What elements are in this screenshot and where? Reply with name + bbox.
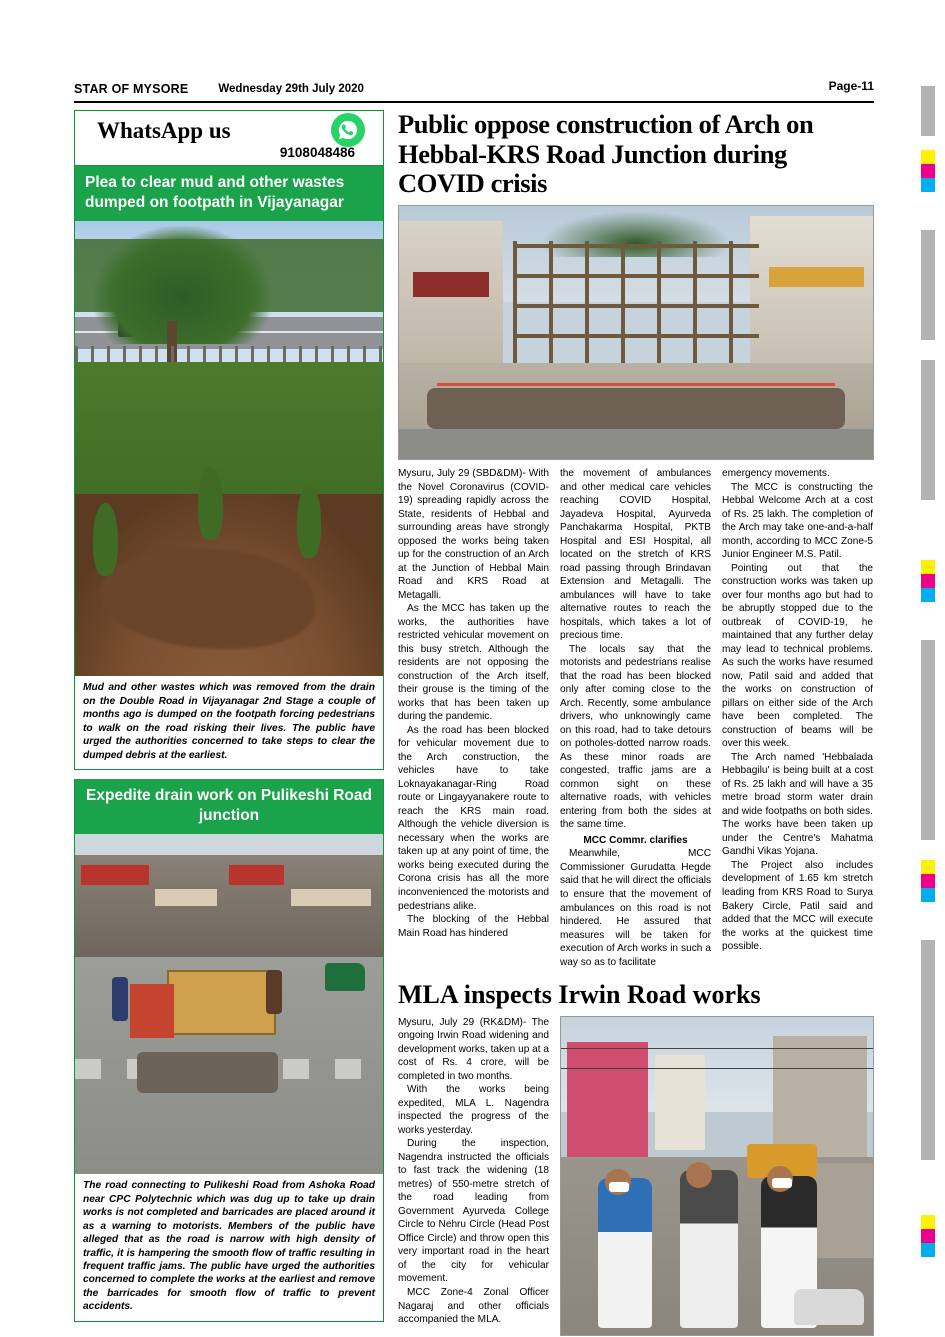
left-story1-headline: Plea to clear mud and other wastes dumped on footpath in Vijayanagar xyxy=(74,166,384,221)
main-story-column-2 xyxy=(560,467,711,969)
paragraph: emergency movements. xyxy=(722,468,830,480)
paragraph: As the road has been blocked for vehicular movement due to the Arch construction, the vehicles have to take Loknayakanagar-Ring Road route or Lingayyanakere route to reach the KRS main road. Although the vehicle diversion is necessary when the works are taken up at any point of time, the works being executed during the Corona crisis has all the more inconvenienced the motorists and pedestrians alike. xyxy=(398,724,549,912)
left-column xyxy=(74,110,384,1322)
registration-gray-3 xyxy=(921,360,935,500)
paragraph: The blocking of the Hebbal Main Road has hindered xyxy=(398,914,549,939)
registration-gray-4 xyxy=(921,640,935,840)
left-story2-headline: Expedite drain work on Pulikeshi Road junction xyxy=(74,779,384,834)
left-story2-caption: The road connecting to Pulikeshi Road from Ashoka Road near CPC Polytechnic which was dug up to take up drain works is not completed and barricades are placed around it as a warning to motorists. Members of the public have alleged that as the road is narrow with high density of traffic, it is hampering the smooth flow of traffic resulting in frequent traffic jams. The public have urged the authorities concerned to complete the works at the earliest and remove the barricades for smooth flow of traffic to prevent accidents. xyxy=(74,1174,384,1322)
main-story-column-3 xyxy=(722,467,873,969)
masthead-rule xyxy=(74,101,874,103)
registration-marks-4 xyxy=(921,1215,935,1257)
whatsapp-title: WhatsApp us xyxy=(97,118,231,143)
paragraph: The locals say that the motorists and pedestrians realise that the road has been blocked only after coming close to the Arch. Recently, some ambulance drivers, who unknowingly came on this road, had to take detours on potholes-dotted narrow roads. As these minor roads are congested, traffic jams are a common sight on these alternative roads, with vehicles entering from both the sides at the same time. xyxy=(560,643,711,831)
main-story-columns xyxy=(398,467,874,969)
paragraph: As the MCC has taken up the works, the authorities have restricted vehicular movement on this busy stretch. Although the residents are not opposing the construction of the Arch itself, their grouse is the timing of the works that has been taken up during the pandemic. xyxy=(398,603,549,723)
paragraph: the movement of ambulances and other medical care vehicles reaching COVID Hospital, Jayadeva Hospital, Ayurveda Panchakarma Hospital, PKTB Hospital and ESI Hospital, all located on the stretch of KRS road passing through Brindavan Extension and Metagalli. The ambulances will have to take alternative routes to reach the hospitals, which takes a lot of precious time. xyxy=(560,468,711,642)
paragraph: The MCC is constructing the Hebbal Welcome Arch at a cost of Rs. 25 lakh. The completion of the Arch may take one-and-a-half month, according to MCC Zone-5 Junior Engineer M.S. Patil. xyxy=(722,481,873,561)
masthead xyxy=(74,78,874,100)
secondary-story-text xyxy=(398,1016,549,1336)
paragraph: MCC Zone-4 Zonal Officer Nagaraj and other officials accompanied the MLA. xyxy=(398,1287,549,1326)
left-story1-caption: Mud and other wastes which was removed from the drain on the Double Road in Vijayanagar 2nd Stage a couple of months ago is dumped on the footpath forcing pedestrians to walk on the road risking their lives. The public have urged the authorities concerned to take steps to clear the dumped debris at the earliest. xyxy=(74,676,384,770)
registration-gray-5 xyxy=(921,940,935,1160)
whatsapp-box xyxy=(74,110,384,166)
issue-date: Wednesday 29th July 2020 xyxy=(218,83,364,95)
photo-irwin-road-inspection xyxy=(560,1016,874,1336)
whatsapp-icon xyxy=(331,113,365,147)
subheading: MCC Commr. clarifies xyxy=(583,834,688,846)
main-content xyxy=(398,110,874,1336)
publication-title: STAR OF MYSORE xyxy=(74,82,189,96)
main-story-column-1 xyxy=(398,467,549,969)
secondary-story xyxy=(398,1016,874,1336)
paragraph: The Project also includes development of 1.65 km stretch leading from KRS Road to Surya Bakery Circle, Patil said and added that the MCC will execute the works at the quickest time possible. xyxy=(722,859,873,953)
paragraph: During the inspection, Nagendra instructed the officials to fast track the widening (18 metres) of 550-metre stretch of the road leading from Government Ayurveda College Circle to Nehru Circle (Head Post Office Circle) and throw open this very important road in the heart of the city for vehicular movement. xyxy=(398,1138,549,1285)
registration-gray-1 xyxy=(921,86,935,136)
whatsapp-number: 9108048486 xyxy=(279,145,355,160)
registration-marks-2 xyxy=(921,560,935,602)
registration-gray-2 xyxy=(921,230,935,340)
paragraph: With the works being expedited, MLA L. Nagendra inspected the progress of the works yesterday. xyxy=(398,1084,549,1136)
paragraph: The Arch named 'Hebbalada Hebbagilu' is being built at a cost of Rs. 25 lakh and will have a 35 metre broad storm water drain and wide footpaths on both sides. The works have been taken up under the Centre's Mahatma Gandhi Vikas Yojana. xyxy=(722,751,873,858)
photo-hebbal-arch xyxy=(398,205,874,460)
photo-vijayanagar-mud xyxy=(74,221,384,676)
photo-pulikeshi-road xyxy=(74,834,384,1174)
page-number: Page-11 xyxy=(828,79,874,93)
main-headline: Public oppose construction of Arch on Hebbal-KRS Road Junction during COVID crisis xyxy=(398,109,814,199)
paragraph: Pointing out that the construction works was taken up over four months ago but had to be abruptly stopped due to the outbreak of COVID-19, he maintained that any further delay may lead to technical problems. As such the works have resumed now, Patil said and added that the works on construction of pillars on either side of the Arch have been completed. The construction of beams will be over this week. xyxy=(722,562,873,750)
paragraph: Meanwhile, MCC Commissioner Gurudatta Hegde said that he will direct the officials to ensure that the movement of ambulances on this road is not hindered. He assured that measures will be taken for execution of Arch works in such a way so as to facilitate xyxy=(560,848,711,968)
registration-marks-3 xyxy=(921,860,935,902)
paragraph: Mysuru, July 29 (SBD&DM)- With the Novel Coronavirus (COVID-19) spreading rapidly across the State, residents of Hebbal and surrounding areas have strongly opposed the works being taken up for the construction of an Arch at the Junction of Hebbal Main Road and KRS Road at Metagalli. xyxy=(398,468,549,601)
secondary-headline: MLA inspects Irwin Road works xyxy=(398,980,761,1010)
registration-marks-1 xyxy=(921,150,935,192)
paragraph: Mysuru, July 29 (RK&DM)- The ongoing Irwin Road widening and development works, taken up at a cost of Rs. 4 crore, will be completed in two months. xyxy=(398,1016,549,1082)
